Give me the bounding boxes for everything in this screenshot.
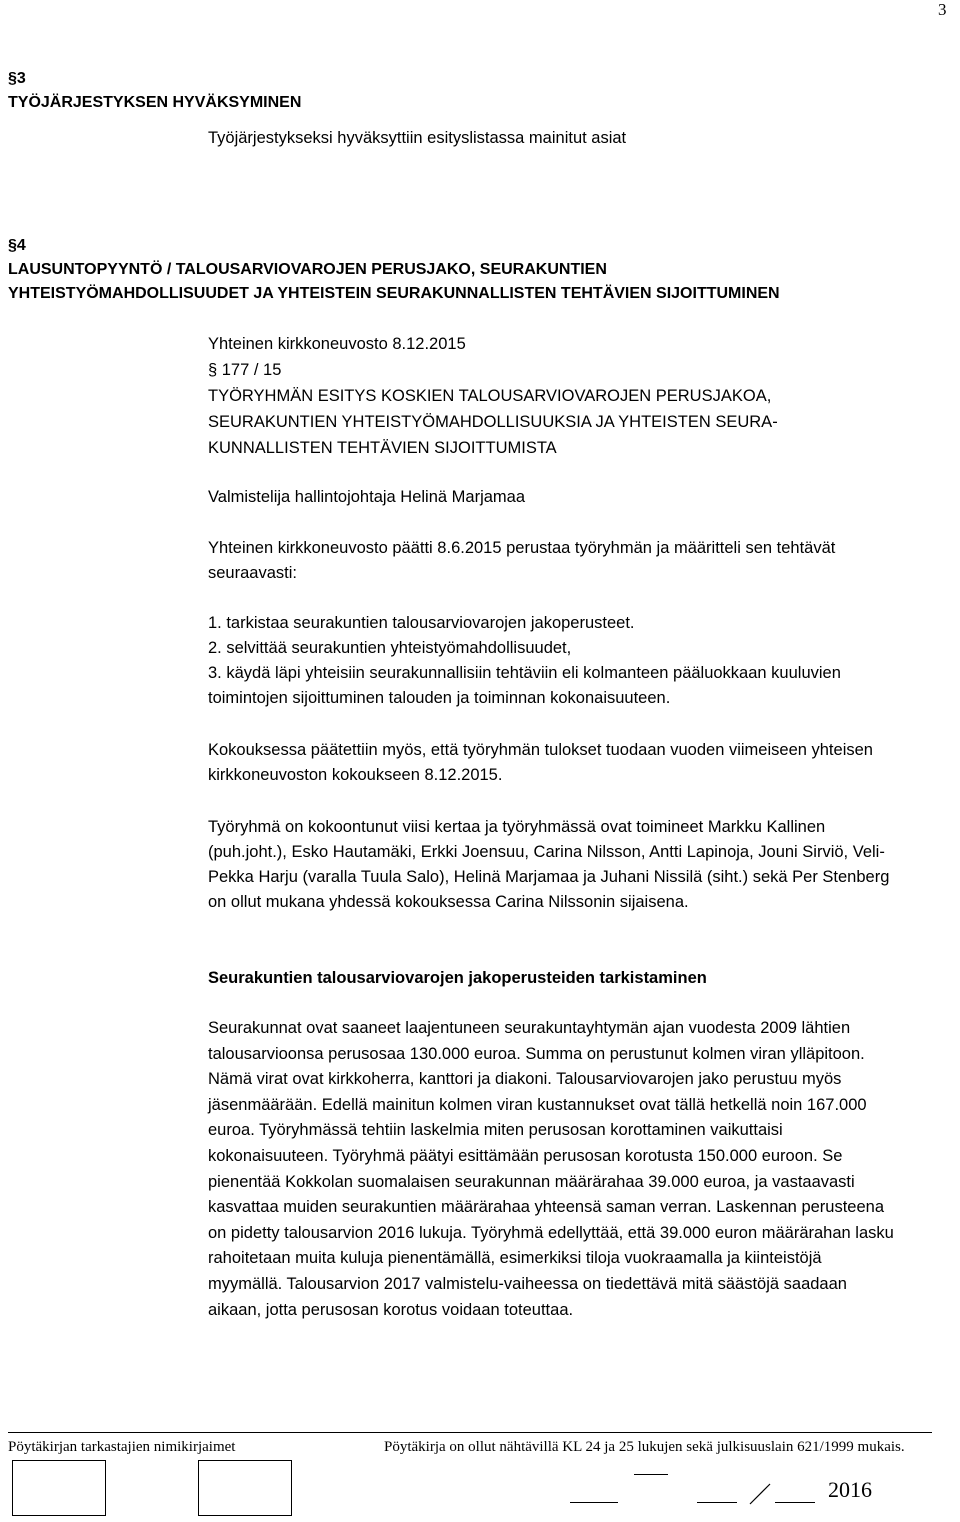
quoted-heading-line2: SEURAKUNTIEN YHTEISTYÖMAHDOLLISUUKSIA JA YHTEISTEN SEURA-	[208, 413, 778, 431]
footer-initials-label: Pöytäkirjan tarkastajien nimikirjaimet	[8, 1439, 236, 1455]
section-4-title-line2: YHTEISTYÖMAHDOLLISUUDET JA YHTEISTEIN SEURAKUNNALLISTEN TEHTÄVIEN SIJOITTUMINEN	[8, 285, 780, 302]
list-item: 1. tarkistaa seurakuntien talousarviovarojen jakoperusteet.	[208, 614, 635, 632]
date-blank-line	[775, 1502, 815, 1503]
group-paragraph: Työryhmä on kokoontunut viisi kertaa ja työryhmässä ovat toimineet Markku Kallinen (puh.joht.), Esko Hautamäki, Erkki Joensuu, Carina Nilsson, Antti Lapinoja, Jouni Sirviö, Veli-Pekka Harju (varalla Tuula Salo), Helinä Marjamaa ja Juhani Nissilä (siht.) sekä Per Stenberg on ollut mukana yhdessä kokouksessa Carina Nilssonin sijaisena.	[208, 818, 890, 911]
date-blank-line	[634, 1474, 668, 1475]
date-blank-line	[697, 1502, 737, 1503]
quoted-header	[208, 331, 898, 461]
initials-box	[12, 1460, 106, 1516]
list-item: 3. käydä läpi yhteisiin seurakunnallisiin tehtäviin eli kolmanteen pääluokkaan kuuluvien toimintojen sijoittuminen talouden ja toiminnan kokonaisuuteen.	[208, 664, 841, 707]
subheading: Seurakuntien talousarviovarojen jakoperusteiden tarkistaminen	[208, 969, 707, 987]
task-list	[208, 611, 898, 711]
date-separator-slash	[748, 1482, 772, 1506]
date-blank-line	[570, 1502, 618, 1503]
footer-rule	[8, 1432, 932, 1433]
budget-paragraph: Seurakunnat ovat saaneet laajentuneen seurakuntayhtymän ajan vuodesta 2009 lähtien talousarvioonsa perusosaa 130.000 euroa. Summa on perustunut kolmen viran ylläpitoon. Nämä virat ovat kirkkoherra, kanttori ja diakoni. Talousarviovarojen jako perustuu myös jäsenmäärään. Edellä mainitun kolmen viran kustannukset ovat tällä hetkellä noin 167.000 euroa. Työryhmässä tehtiin laskelmia miten perusosan korottaminen vaikuttaisi kokonaisuuteen. Työryhmä päätyi esittämään perusosan korotusta 150.000 euroon. Se pienentää Kokkolan suomalaisen seurakunnan määrärahaa 39.000 euroa, ja vastaavasti kasvattaa muiden seurakuntien määrärahaa yhteensä saman verran. Laskennan perusteena on pidetty talousarvion 2016 lukuja. Työryhmä edellyttää, että 39.000 euron määrärahan lasku rahoitetaan muita kuluja pienentämällä, esimerkiksi tiloja vuokraamalla ja kiinteistöjä myymällä. Talousarvion 2017 valmistelu-vaiheessa on tiedettävä mitä säästöjä saadaan aikaan, jotta perusosan korotus voidaan toteuttaa.	[208, 1019, 894, 1319]
section-symbol: §	[8, 237, 17, 254]
section-3-body: Työjärjestykseksi hyväksyttiin esityslistassa mainitut asiat	[208, 129, 627, 147]
section-4-title-line1: LAUSUNTOPYYNTÖ / TALOUSARVIOVAROJEN PERUSJAKO, SEURAKUNTIEN	[8, 261, 607, 278]
section-3-title: TYÖJÄRJESTYKSEN HYVÄKSYMINEN	[8, 94, 302, 111]
initials-box	[198, 1460, 292, 1516]
section-4-number: 4	[16, 237, 26, 254]
list-item: 2. selvittää seurakuntien yhteistyömahdollisuudet,	[208, 639, 572, 657]
quoted-heading-line3: KUNNALLISTEN TEHTÄVIEN SIJOITTUMISTA	[208, 439, 557, 457]
preparer-line: Valmistelija hallintojohtaja Helinä Marjamaa	[208, 488, 526, 506]
section-3-number: 3	[16, 70, 26, 87]
meeting-paragraph: Kokouksessa päätettiin myös, että työryhmän tulokset tuodaan vuoden viimeiseen yhteisen kirkkoneuvoston kokoukseen 8.12.2015.	[208, 741, 873, 784]
section-3-heading	[8, 67, 301, 115]
quoted-heading-line1: TYÖRYHMÄN ESITYS KOSKIEN TALOUSARVIOVAROJEN PERUSJAKOA,	[208, 387, 772, 405]
section-3-number-line	[8, 67, 301, 91]
section-reference: § 177 / 15	[208, 361, 282, 379]
section-4-heading	[8, 234, 780, 306]
meeting-line: Yhteinen kirkkoneuvosto 8.12.2015	[208, 335, 466, 353]
footer-notice: Pöytäkirja on ollut nähtävillä KL 24 ja 25 lukujen sekä julkisuuslain 621/1999 mukais.	[384, 1439, 905, 1455]
section-symbol: §	[8, 70, 17, 87]
section-4-number-line	[8, 234, 780, 258]
decision-paragraph: Yhteinen kirkkoneuvosto päätti 8.6.2015 perustaa työryhmän ja määritteli sen tehtävät seuraavasti:	[208, 539, 836, 582]
page-number: 3	[938, 0, 947, 19]
footer-year: 2016	[828, 1477, 872, 1502]
